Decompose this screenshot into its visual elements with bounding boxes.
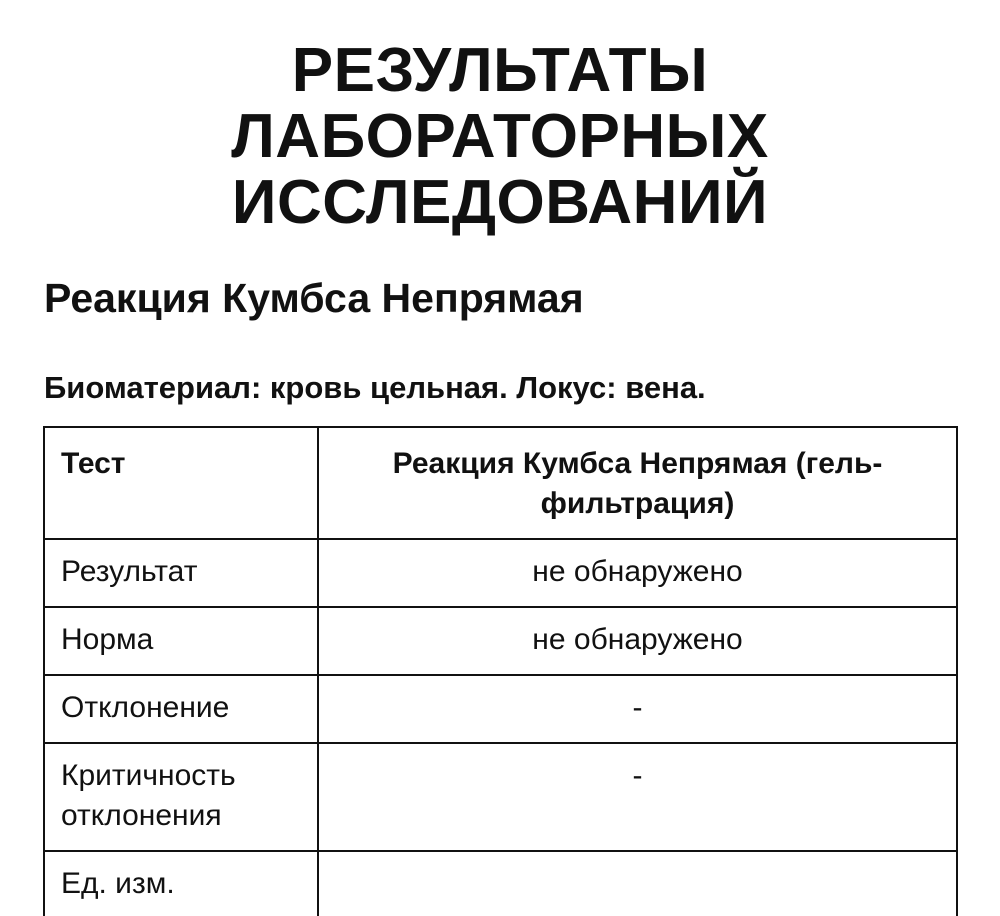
page-title-line-2: ЛАБОРАТОРНЫХ bbox=[231, 102, 769, 171]
row-value-deviation: - bbox=[318, 675, 957, 743]
header-label-cell: Тест bbox=[44, 427, 318, 539]
row-value-criticality: - bbox=[318, 743, 957, 851]
header-value-cell: Реакция Кумбса Непрямая (гель-фильтрация) bbox=[318, 427, 957, 539]
row-value-unit bbox=[318, 851, 957, 916]
row-value-result: не обнаружено bbox=[318, 539, 957, 607]
section-title: Реакция Кумбса Непрямая bbox=[44, 275, 584, 321]
table-row bbox=[44, 607, 957, 675]
table-row bbox=[44, 539, 957, 607]
row-value-norm: не обнаружено bbox=[318, 607, 957, 675]
row-label-norm: Норма bbox=[44, 607, 318, 675]
page-title-line-3: ИССЛЕДОВАНИЙ bbox=[231, 168, 769, 237]
row-label-result: Результат bbox=[44, 539, 318, 607]
row-label-unit: Ед. изм. bbox=[44, 851, 318, 916]
table-row bbox=[44, 851, 957, 916]
page-title-line-1: РЕЗУЛЬТАТЫ bbox=[291, 36, 709, 105]
table-row bbox=[44, 675, 957, 743]
biomaterial-info: Биоматериал: кровь цельная. Локус: вена. bbox=[44, 370, 706, 405]
row-label-criticality: Критичность отклонения bbox=[44, 743, 318, 851]
page-title bbox=[0, 38, 1000, 236]
row-label-deviation: Отклонение bbox=[44, 675, 318, 743]
table-row bbox=[44, 743, 957, 851]
table-header-row bbox=[44, 427, 957, 539]
results-table bbox=[43, 426, 958, 916]
